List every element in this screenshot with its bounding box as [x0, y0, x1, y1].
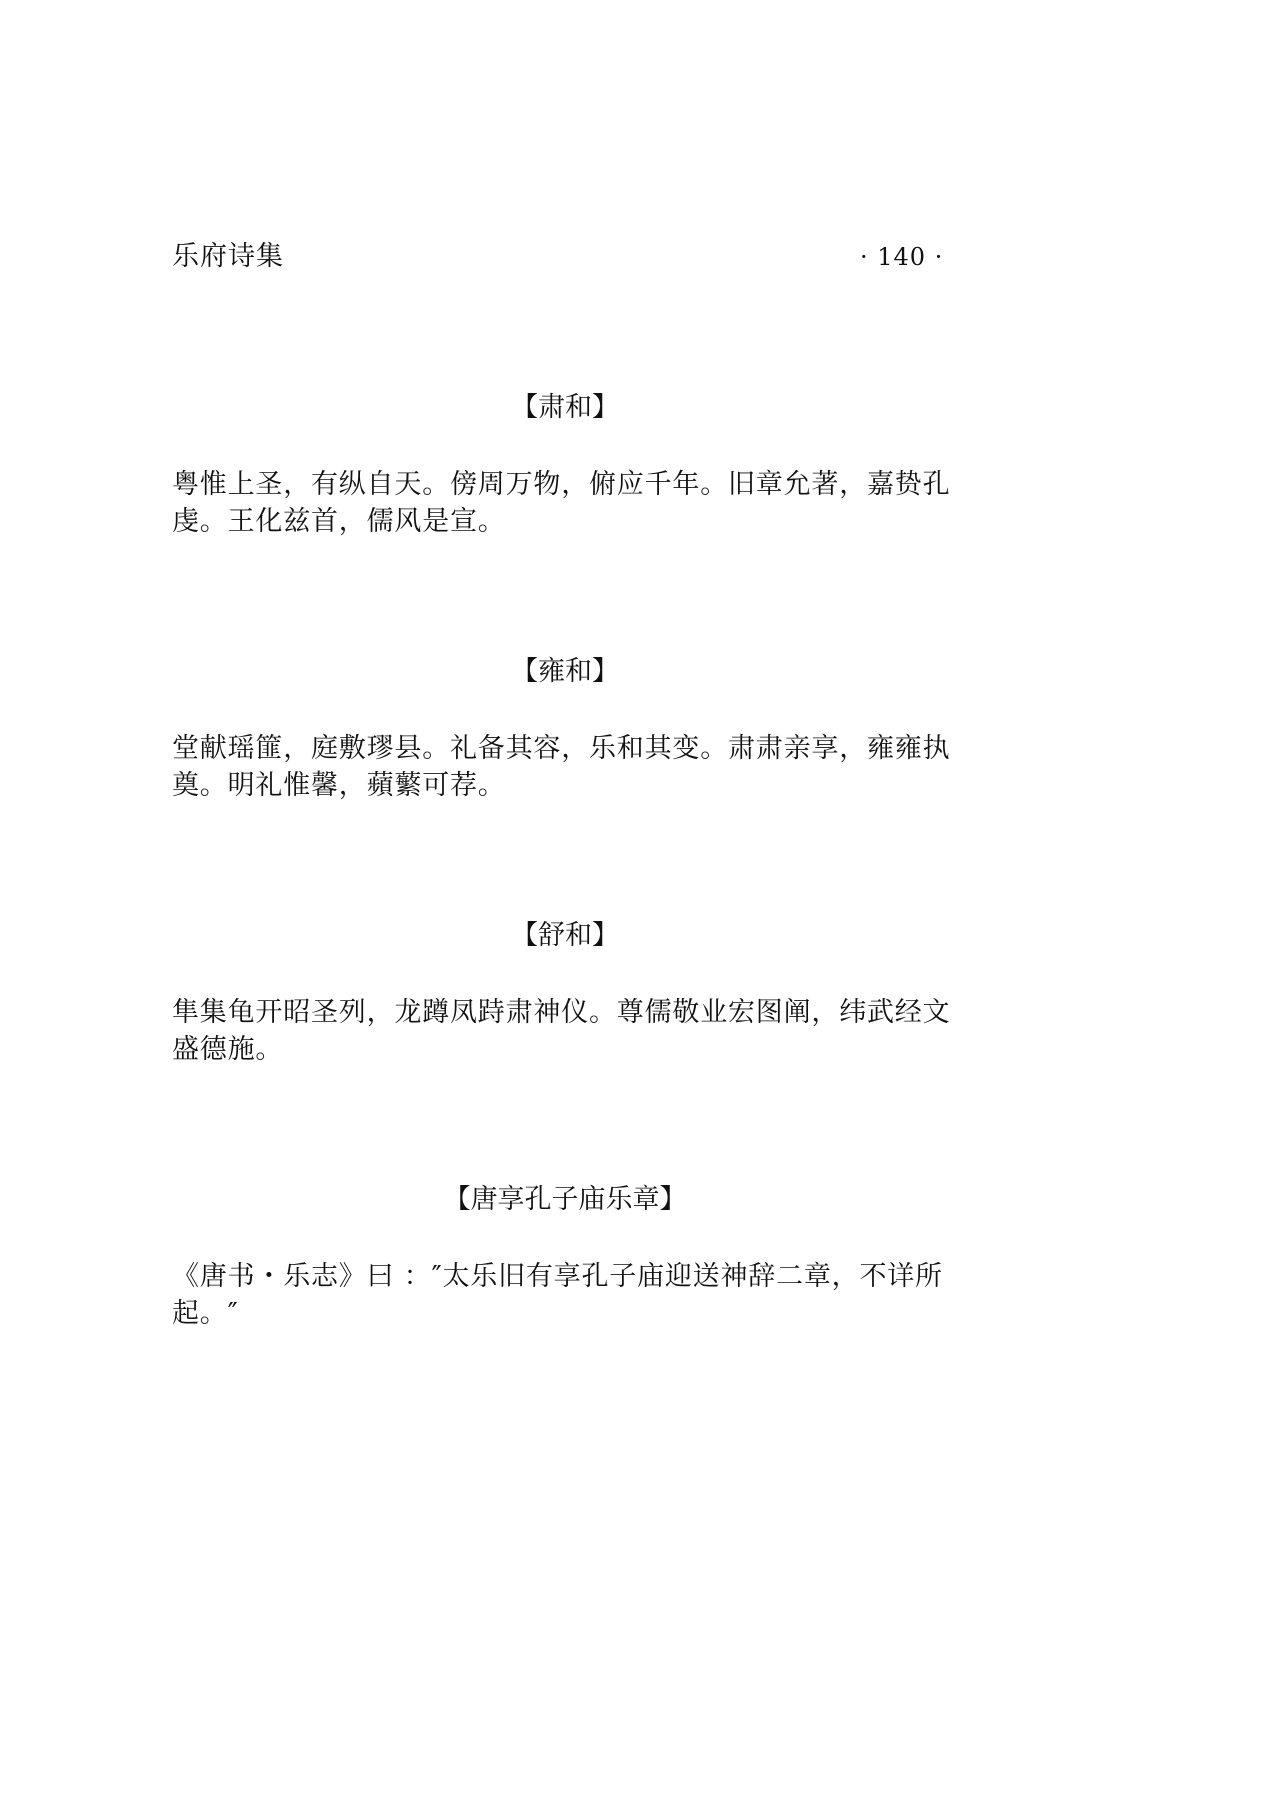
- section-body: 《唐书・乐志》曰 ：″太乐旧有享孔子庙迎送神辞二章，不详所起。″: [172, 1261, 943, 1329]
- section-yong-he: [172, 655, 958, 804]
- section-body: 隼集龟开昭圣列，龙蹲凤跱肃神仪。尊儒敬业宏图阐，纬武经文盛德施。: [172, 997, 951, 1065]
- page-number: · 140 ·: [860, 243, 944, 271]
- book-title: 乐府诗集: [172, 241, 284, 272]
- section-title: 【肃和】: [511, 392, 619, 423]
- section-title: 【雍和】: [511, 656, 619, 687]
- section-title: 【舒和】: [511, 920, 619, 951]
- section-title: 【唐享孔子庙乐章】: [443, 1184, 687, 1215]
- section-shu-he: [172, 919, 958, 1068]
- section-su-he: [172, 391, 958, 540]
- section-body: 粤惟上圣，有纵自天。傍周万物，俯应千年。旧章允著，嘉贽孔虔。王化兹首，儒风是宣。: [172, 469, 951, 537]
- section-body: 堂献瑶篚，庭敷璆县。礼备其容，乐和其变。肃肃亲享，雍雍执奠。明礼惟馨，蘋蘩可荐。: [172, 733, 951, 801]
- section-tang-xiang-kongzi-miao-yuezhang: [172, 1183, 958, 1332]
